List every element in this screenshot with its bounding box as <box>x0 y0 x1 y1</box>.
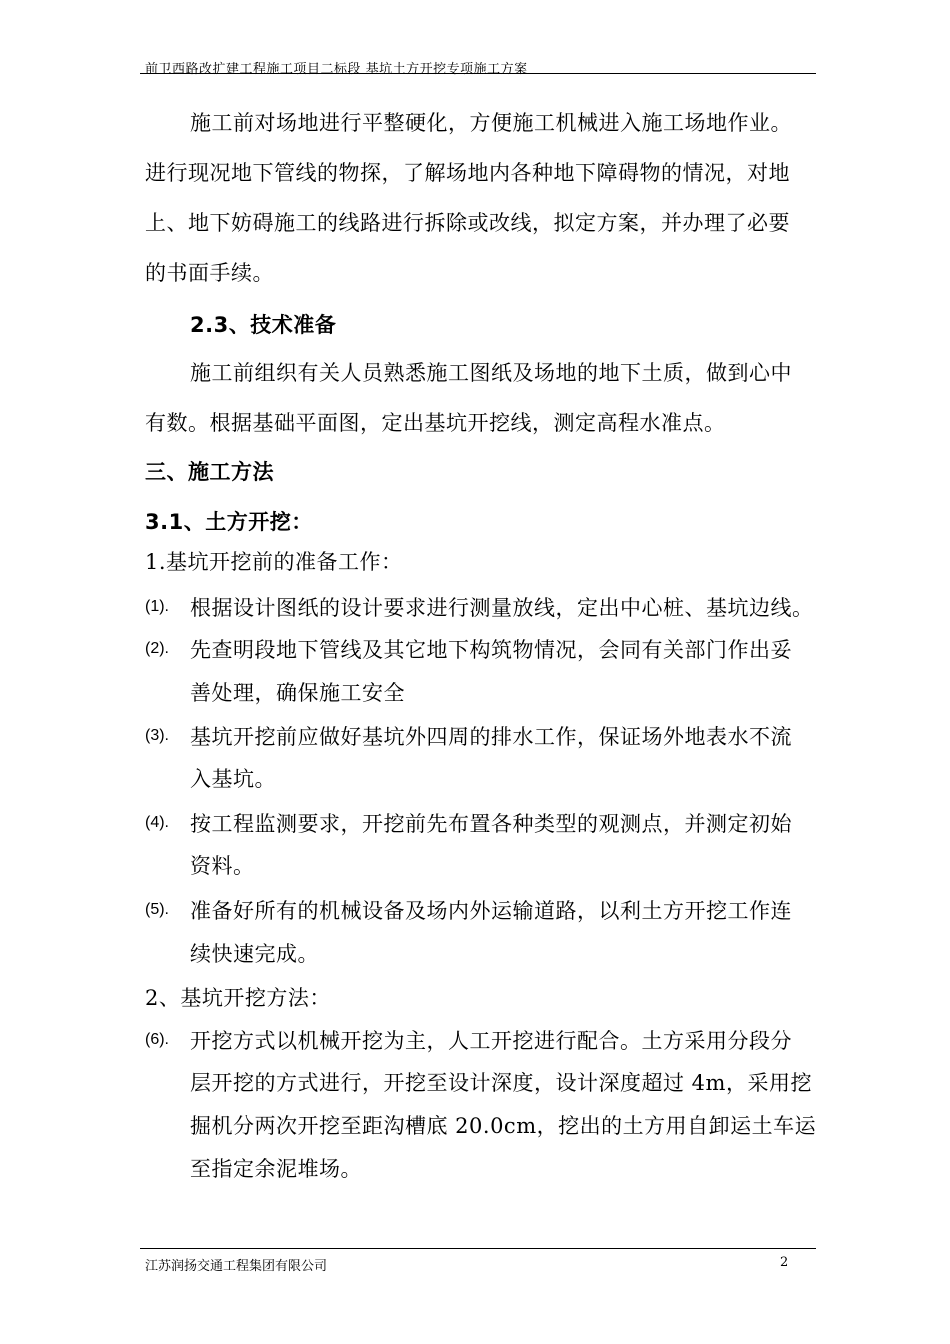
list-item-line: 开挖方式以机械开挖为主，人工开挖进行配合。土方采用分段分 <box>190 1029 792 1053</box>
list-number: (4). <box>145 814 169 831</box>
list-number: (1). <box>145 598 169 615</box>
list-item-line: 资料。 <box>190 854 255 878</box>
list-number: (6). <box>145 1031 169 1048</box>
list-number: (5). <box>145 901 169 918</box>
list-item-line: 掘机分两次开挖至距沟槽底 20.0cm，挖出的土方用自卸运土车运 <box>190 1114 817 1138</box>
footer-company: 江苏润扬交通工程集团有限公司 <box>145 1259 328 1274</box>
paragraph-line: 施工前对场地进行平整硬化，方便施工机械进入施工场地作业。 <box>190 111 792 135</box>
section-heading-3-1: 3.1、土方开挖： <box>145 510 313 534</box>
subheading: 2、基坑开挖方法： <box>145 986 331 1010</box>
paragraph-line: 上、地下妨碍施工的线路进行拆除或改线，拟定方案，并办理了必要 <box>145 211 790 235</box>
list-number: (2). <box>145 640 169 657</box>
list-item-line: 入基坑。 <box>190 767 276 791</box>
header-rule <box>140 73 816 74</box>
subheading: 1.基坑开挖前的准备工作： <box>145 550 403 574</box>
list-item-line: 按工程监测要求，开挖前先布置各种类型的观测点，并测定初始 <box>190 812 792 836</box>
list-item-line: 层开挖的方式进行，开挖至设计深度，设计深度超过 4m，采用挖 <box>190 1071 812 1095</box>
page-header: 前卫西路改扩建工程施工项目二标段 基坑土方开挖专项施工方案 <box>145 62 528 77</box>
paragraph-line: 有数。根据基础平面图，定出基坑开挖线，测定高程水准点。 <box>145 411 726 435</box>
list-item-line: 根据设计图纸的设计要求进行测量放线，定出中心桩、基坑边线。 <box>190 596 814 620</box>
list-number: (3). <box>145 727 169 744</box>
list-item-line: 先查明段地下管线及其它地下构筑物情况，会同有关部门作出妥 <box>190 638 792 662</box>
section-heading-2-3: 2.3、技术准备 <box>190 313 337 337</box>
paragraph-line: 进行现况地下管线的物探，了解场地内各种地下障碍物的情况，对地 <box>145 161 790 185</box>
section-heading-3: 三、施工方法 <box>145 460 274 484</box>
page-number: 2 <box>780 1255 789 1270</box>
list-item-line: 善处理，确保施工安全 <box>190 681 405 705</box>
list-item-line: 准备好所有的机械设备及场内外运输道路，以利土方开挖工作连 <box>190 899 792 923</box>
paragraph-line: 的书面手续。 <box>145 261 274 285</box>
list-item-line: 续快速完成。 <box>190 942 319 966</box>
paragraph-line: 施工前组织有关人员熟悉施工图纸及场地的地下土质，做到心中 <box>190 361 792 385</box>
footer-rule <box>140 1248 816 1249</box>
list-item-line: 基坑开挖前应做好基坑外四周的排水工作，保证场外地表水不流 <box>190 725 792 749</box>
list-item-line: 至指定余泥堆场。 <box>190 1157 362 1181</box>
